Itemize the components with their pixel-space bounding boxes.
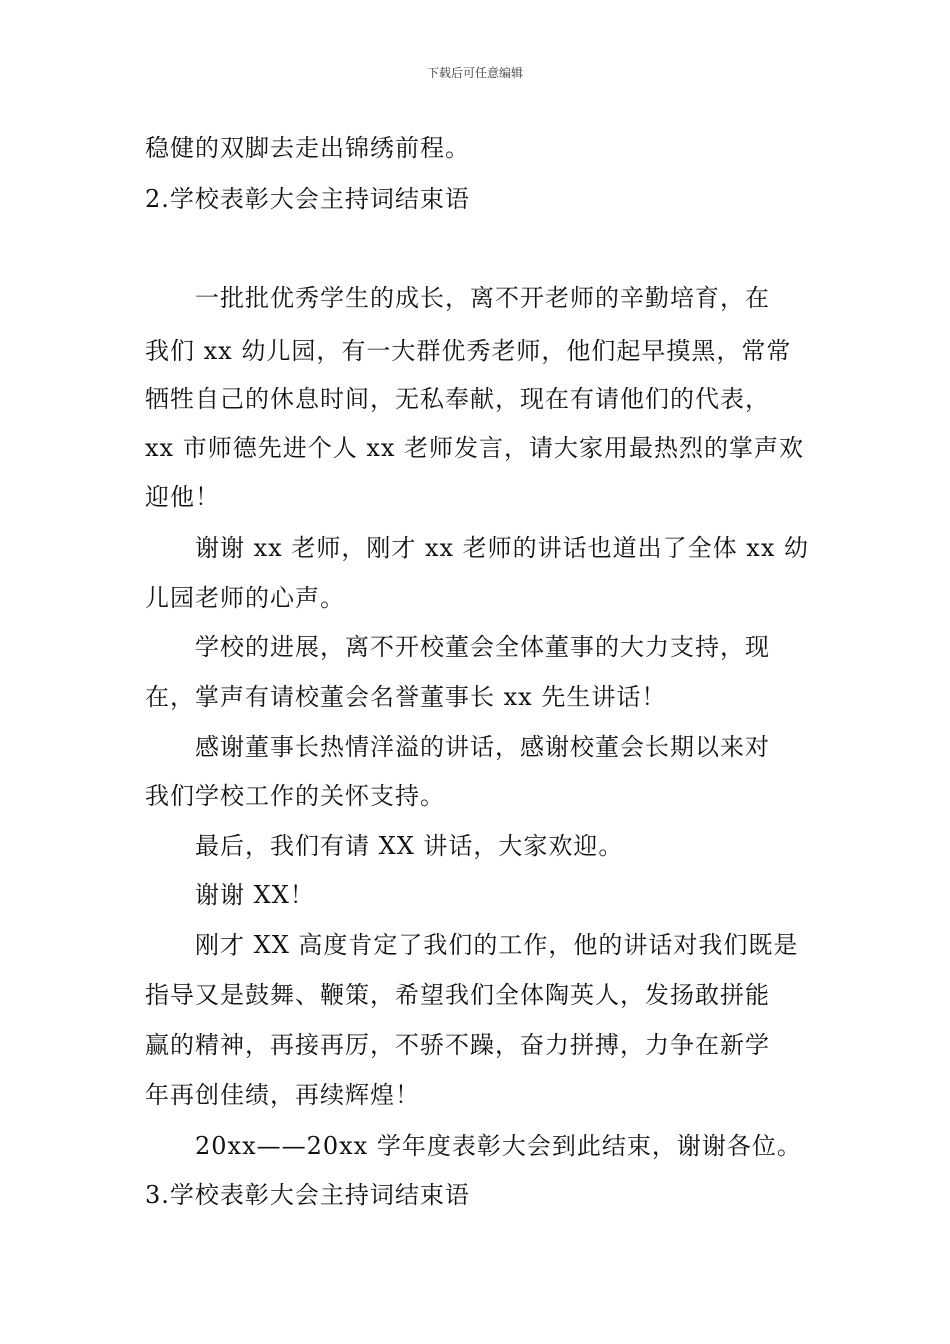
page-header-note: 下载后可任意编辑: [426, 66, 523, 80]
text-line: 迎他！: [145, 483, 220, 511]
text-line: 20xx——20xx 学年度表彰大会到此结束，谢谢各位。: [195, 1132, 802, 1160]
text-line: 一批批优秀学生的成长，离不开老师的辛勤培育，在: [195, 284, 770, 312]
text-line: 刚才 XX 高度肯定了我们的工作，他的讲话对我们既是: [195, 931, 799, 959]
section-heading: 3.学校表彰大会主持词结束语: [145, 1181, 470, 1209]
text-line: 赢的精神，再接再厉，不骄不躁，奋力拼搏，力争在新学: [145, 1031, 770, 1059]
text-line: 牺牲自己的休息时间，无私奉献，现在有请他们的代表，: [145, 385, 770, 413]
text-line: xx 市师德先进个人 xx 老师发言，请大家用最热烈的掌声欢: [145, 434, 805, 462]
text-line: 年再创佳绩，再续辉煌！: [145, 1081, 420, 1109]
text-line: 谢谢 XX！: [195, 881, 315, 909]
text-line: 我们 xx 幼儿园，有一大群优秀老师，他们起早摸黑，常常: [145, 337, 792, 365]
text-line: 最后，我们有请 XX 讲话，大家欢迎。: [195, 832, 624, 860]
text-line: 儿园老师的心声。: [145, 584, 345, 612]
text-line: 指导又是鼓舞、鞭策，希望我们全体陶英人，发扬敢拼能: [145, 981, 770, 1009]
text-line: 我们学校工作的关怀支持。: [145, 782, 445, 810]
text-line: 稳健的双脚去走出锦绣前程。: [145, 134, 470, 162]
section-heading: 2.学校表彰大会主持词结束语: [145, 185, 470, 213]
text-line: 感谢董事长热情洋溢的讲话，感谢校董会长期以来对: [195, 733, 770, 761]
text-line: 在，掌声有请校董会名誉董事长 xx 先生讲话！: [145, 683, 667, 711]
text-line: 学校的进展，离不开校董会全体董事的大力支持，现: [195, 633, 770, 661]
text-line: 谢谢 xx 老师，刚才 xx 老师的讲话也道出了全体 xx 幼: [195, 534, 809, 562]
